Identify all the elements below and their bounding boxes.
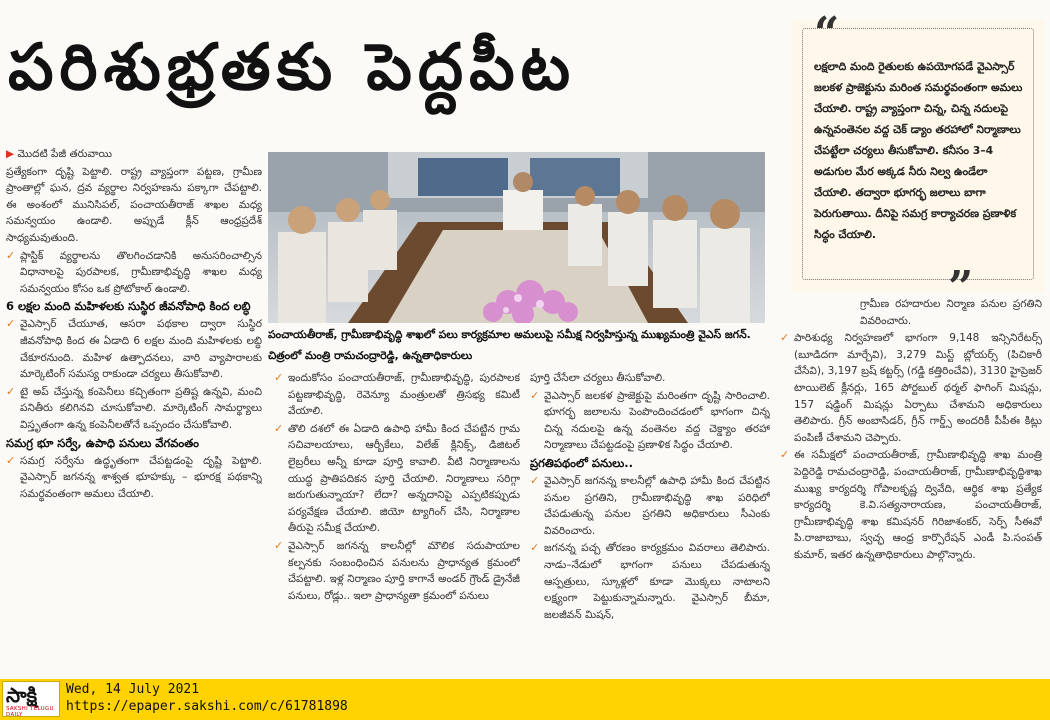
paragraph: ప్రత్యేకంగా దృష్టి పెట్టాలి. రాష్ట్ర వ్యాప్తంగా పట్టణ, గ్రామీణ ప్రాంతాల్లో ఘన, ద్రవ వ్యర్థాల నిర్వహణను పక్కాగా చేపట్టాలి. ఈ అంశంలో మునిసిపల్, పంచాయతీరాజ్ శాఖల మధ్య సమన్వయం ఉండాలి. అప్పుడే క్లీన్ ఆంధ్రప్రదేశ్ సాధ్యమవుతుంది. <box>6 165 262 244</box>
subheading: 6 లక్షల మంది మహిళలకు సుస్థిర జీవనోపాధి కింద లబ్ధి <box>6 299 251 314</box>
paragraph: ✓ సమగ్ర సర్వేను ఉద్ధృతంగా చేపట్టడంపై దృష్టి పెట్టాలి. వైఎస్సార్ జగనన్న శాశ్వత భూహక్కు – భూరక్ష పథకాన్ని సమర్థవంతంగా అమలు చేయాలి. <box>6 453 262 503</box>
jump-link[interactable]: మొదటి పేజీ తరువాయి <box>17 148 113 160</box>
paragraph: గ్రామీణ రహదారుల నిర్మాణ పనుల ప్రగతిని వివరించారు. <box>860 298 1042 327</box>
continued-from-front-page <box>6 146 262 163</box>
subheading: సమగ్ర భూ సర్వే, ఉపాధి పనులు వేగవంతం <box>6 435 199 450</box>
paragraph: ✓ ఈ సమీక్షలో పంచాయతీరాజ్, గ్రామీణాభివృద్ధి శాఖ మంత్రి పెద్దిరెడ్డి రామచంద్రారెడ్డి, పంచాయతీరాజ్, గ్రామీణాభివృద్ధిశాఖ ముఖ్య కార్యదర్శి గోపాలకృష్ణ ద్వివేది, ఆర్థిక శాఖ ప్రత్యేక కార్యదర్శి కె.వి.సత్యనారాయణ, పంచాయతీరాజ్, గ్రామీణాభివృద్ధి శాఖ కమిషనర్ గిరిజాశంకర్, సెర్ప్ సీఈవో పి.రాజాబాబు, స్వచ్ఛ ఆంధ్ర కార్పొరేషన్ ఎండీ పి.సంపత్ కుమార్, ఇతర ఉన్నతాధికారులు పాల్గొన్నారు. <box>780 447 1042 563</box>
news-photo <box>268 152 765 323</box>
headline: పరిశుభ్రతకు పెద్దపీట <box>8 31 577 105</box>
paragraph: ✓ ప్లాస్టిక్ వ్యర్థాలను తొలగించడానికి అనుసరించాల్సిన విధానాలపై పురపాలక, గ్రామీణాభివృద్ధి శాఖల మధ్య సమన్వయం కోసం ఒక ప్రోటోకాల్ ఉండాలి. <box>6 248 262 298</box>
paragraph: ✓ వైఎస్సార్ జలకళ ప్రాజెక్టుపై మరింతగా దృష్టి సారించాలి. భూగర్భ జలాలను పెంపొందించడంలో భాగంగా చిన్న చిన్న నదులపై ఉన్న వంతెనల వద్ద చెక్డ్యాం తరహా నిర్మాణాలు చేపట్టడంపై ప్రణాళిక సిద్ధం చేయాలి. <box>530 388 770 454</box>
column-3 <box>530 370 770 676</box>
footer-bar <box>0 679 1050 720</box>
open-quote-icon: “ <box>814 8 840 59</box>
epaper-url-link[interactable]: https://epaper.sakshi.com/c/61781898 <box>66 699 348 714</box>
column-1 <box>6 146 262 676</box>
subheading: ప్రగతిపథంలో పనులు.. <box>530 455 633 470</box>
column-4 <box>780 296 1042 676</box>
meeting-photo-illustration <box>268 152 765 323</box>
paragraph: ✓ తొలి దశలో ఈ ఏడాది ఉపాధి హామీ కింద చేపట్టిన గ్రామ సచివాలయాలు, ఆర్బీకేలు, విలేజ్ క్లినిక్స్, డిజిటల్ లైబ్రరీలు అన్నీ కూడా పూర్తి కావాలి. వీటి నిర్మాణాలను యుద్ధ ప్రాతిపదికన పూర్తి చేయాలి. నిర్మాణాలు సరిగ్గా జరుగుతున్నాయా? లేదా? అన్నదానిపై ఎప్పటికప్పుడు పర్యవేక్షణ చేయాలి. జియో ట్యాగింగ్ చేసి, నిర్మాణాల తీరుపై సమీక్ష చేయాలి. <box>274 421 520 537</box>
edition-date: Wed, 14 July 2021 <box>66 682 200 697</box>
paragraph: ✓ టై అప్ చేస్తున్న కంపెనీలు కచ్చితంగా ప్రతిష్ట ఉన్నవి, మంచి పనితీరు కలిగినవి చూసుకోవాలి. మార్కెటింగ్ సామర్థ్యాలు విస్తృతంగా ఉన్న కంపెనీలతోనే ఒప్పందం చేసుకోవాలి. <box>6 384 262 434</box>
paragraph: ✓ ఇందుకోసం పంచాయతీరాజ్, గ్రామీణాభివృద్ధి, పురపాలక పట్టణాభివృద్ధి, రెవెన్యూ మంత్రులతో త్రిసభ్య కమిటీ వేయాలి. <box>274 370 520 420</box>
paragraph: ✓ వైఎస్సార్ జగనన్న కాలనీల్లో ఉపాధి హామీ కింద చేపట్టిన పనుల ప్రగతిని, గ్రామీణాభివృద్ధి శాఖ పరిధిలో చేపడుతున్న పనుల ప్రగతిని అధికారులు సీఎంకు వివరించారు. <box>530 473 770 539</box>
sakshi-logo[interactable] <box>2 681 60 717</box>
close-quote-icon: ” <box>948 262 974 313</box>
paragraph: ✓ వైఎస్సార్ జగనన్న కాలనీల్లో మౌలిక సదుపాయాల కల్పనకు సంబంధించిన పనులను ప్రాధాన్యత క్రమంలో చేపట్టాలి. ఇళ్ల నిర్మాణం పూర్తి కాగానే అండర్ గ్రౌండ్ డ్రైనేజీ పనులు, రోడ్లు.. ఇలా ప్రాధాన్యతా క్రమంలో పనులు <box>274 538 520 604</box>
photo-caption: పంచాయతీరాజ్, గ్రామీణాభివృద్ధి శాఖలో పలు కార్యక్రమాల అమలుపై సమీక్ష నిర్వహిస్తున్న ముఖ్యమంత్రి వైఎస్ జగన్. చిత్రంలో మంత్రి రామచంద్రారెడ్డి, ఉన్నతాధికారులు <box>268 324 765 368</box>
pull-quote-text: లక్షలాది మంది రైతులకు ఉపయోగపడే వైఎస్సార్ జలకళ ప్రాజెక్టును మరింత సమర్థవంతంగా అమలు చేయాలి. రాష్ట్ర వ్యాప్తంగా చిన్న, చిన్న నదులపై ఉన్నవంతెనల వద్ద చెక్ డ్యాం తరహాలో నిర్మాణాలు చేపట్టేలా చర్యలు తీసుకోవాలి. కనీసం 3–4 అడుగుల మేర అక్కడ నీరు నిల్వ ఉండేలా చేయాలి. తద్వారా భూగర్భ జలాలు బాగా పెరుగుతాయి. దీనిపై సమగ్ర కార్యాచరణ ప్రణాళిక సిద్ధం చేయాలి. <box>814 60 1023 241</box>
triangle-icon: ▶ <box>6 148 18 160</box>
column-2 <box>274 370 520 676</box>
paragraph: పూర్తి చేసేలా చర్యలు తీసుకోవాలి. <box>530 372 666 384</box>
logo-subtext: SAKSHI TELUGU DAILY <box>6 706 54 718</box>
paragraph: ✓ పారిశుధ్య నిర్వహణలో భాగంగా 9,148 ఇన్సినిరేటర్స్ (బూడిదగా మార్చేవి), 3,279 మిస్ట్ బ్లోయర్స్ (పిచికారీ చేసేవి), 3,197 బ్రష్ కట్టర్స్ (గడ్డి కత్తిరించేవి), 3130 హైప్రెజర్ టాయిలెట్ క్లీనర్లు, 165 పోర్టబుల్ థర్మల్ ఫాగింగ్ మిషన్లు, 157 షడ్డింగ్ మిషన్లు ఏర్పాటు చేశామని అధికారులు తెలిపారు. గ్రీన్ అంబాసిడర్, గ్రీన్ గార్డ్స్ అందరికీ పీపీఈ కిట్లు పంపిణీ చేశామని చెప్పారు. <box>780 330 1042 446</box>
paragraph: ✓ జగనన్న పచ్చ తోరణం కార్యక్రమం వివరాలు తెలిపారు. నాడు–నేడులో భాగంగా పనులు చేపడుతున్న ఆస్పత్రులు, స్కూళ్లలో కూడా మొక్కలు నాటాలని లక్ష్యంగా పెట్టుకున్నామన్నారు. వైఎస్సార్ బీమా, జలజీవన్ మిషన్, <box>530 540 770 623</box>
paragraph: ✓ వైఎస్సార్ చేయూత, ఆసరా పథకాల ద్వారా సుస్థిర జీవనోపాధి కింద ఈ ఏడాది 6 లక్షల మంది మహిళలకు లబ్ధి చేకూరనుంది. మహిళ ఉత్పాదనలు, వారి వ్యాపారాలకు మార్కెటింగ్ సమస్య రాకుండా చర్యలు తీసుకోవాలి. <box>6 316 262 382</box>
logo-text: సాక్షి <box>6 683 38 707</box>
